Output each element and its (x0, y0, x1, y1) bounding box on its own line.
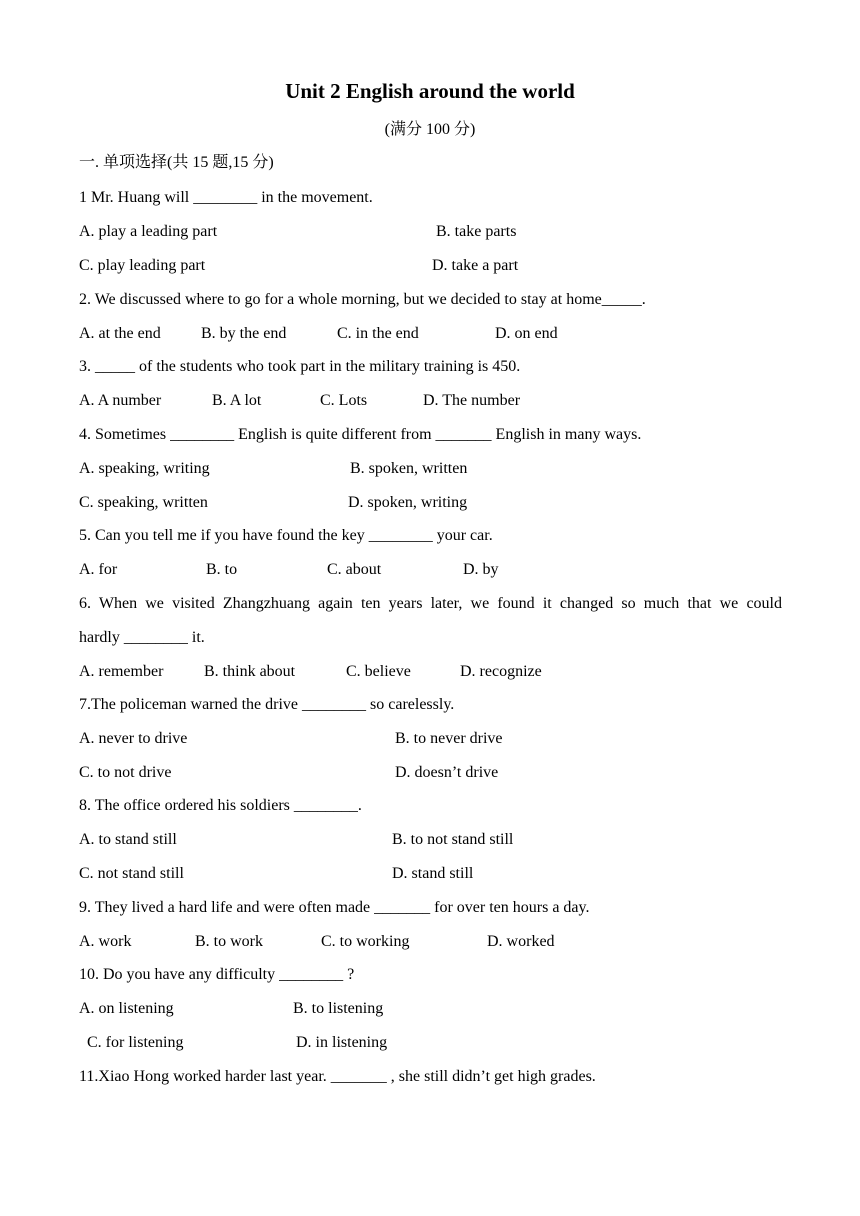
option-b: B. to work (195, 933, 263, 950)
option-a: A. remember (79, 663, 164, 680)
option-c: C. believe (346, 663, 411, 680)
option-b: B. A lot (212, 392, 262, 409)
option-b: B. to listening (293, 1000, 384, 1017)
question-stem: 1 Mr. Huang will ________ in the movement. (79, 189, 373, 206)
option-d: D. in listening (296, 1034, 388, 1051)
option-c: C. play leading part (79, 257, 206, 274)
page-subtitle: (满分 100 分) (384, 121, 476, 138)
option-b: B. by the end (201, 325, 287, 342)
question-stem: 6. When we visited Zhangzhuang again ten years later, we found it changed so much that we could (79, 595, 782, 612)
option-b: B. to (206, 561, 238, 578)
question-stem: 9. They lived a hard life and were often made _______ for over ten hours a day. (79, 899, 590, 916)
option-b: B. think about (204, 663, 296, 680)
page-title: Unit 2 English around the world (285, 79, 575, 103)
option-b: B. to never drive (395, 730, 503, 747)
option-a: A. at the end (79, 325, 161, 342)
option-b: B. to not stand still (392, 831, 514, 848)
question-stem: 7.The policeman warned the drive ________ so carelessly. (79, 696, 455, 713)
option-a: A. speaking, writing (79, 460, 210, 477)
option-a: A. to stand still (79, 831, 177, 848)
option-c: C. to not drive (79, 764, 172, 781)
option-d: D. The number (423, 392, 521, 409)
option-a: A. work (79, 933, 132, 950)
option-c: C. for listening (87, 1034, 184, 1051)
option-c: C. Lots (320, 392, 368, 409)
option-d: D. on end (495, 325, 558, 342)
option-c: C. to working (321, 933, 410, 950)
option-a: A. A number (79, 392, 162, 409)
option-c: C. in the end (337, 325, 419, 342)
option-a: A. never to drive (79, 730, 188, 747)
option-c: C. not stand still (79, 865, 184, 882)
option-d: D. recognize (460, 663, 542, 680)
option-a: A. on listening (79, 1000, 174, 1017)
question-stem-continued: hardly ________ it. (79, 629, 205, 646)
question-stem: 8. The office ordered his soldiers ________. (79, 797, 362, 814)
option-c: C. about (327, 561, 382, 578)
option-d: D. stand still (392, 865, 474, 882)
option-d: D. take a part (432, 257, 519, 274)
option-d: D. doesn’t drive (395, 764, 499, 781)
option-d: D. by (463, 561, 499, 578)
option-b: B. spoken, written (350, 460, 468, 477)
question-stem: 4. Sometimes ________ English is quite different from _______ English in many ways. (79, 426, 642, 443)
question-stem: 2. We discussed where to go for a whole morning, but we decided to stay at home_____. (79, 291, 646, 308)
option-b: B. take parts (436, 223, 517, 240)
question-stem: 5. Can you tell me if you have found the key ________ your car. (79, 527, 493, 544)
section-heading: 一. 单项选择(共 15 题,15 分) (79, 154, 274, 171)
option-c: C. speaking, written (79, 494, 208, 511)
question-stem: 10. Do you have any difficulty ________ ? (79, 966, 355, 983)
question-stem: 11.Xiao Hong worked harder last year. _______ , she still didn’t get high grades. (79, 1068, 596, 1085)
option-a: A. play a leading part (79, 223, 218, 240)
option-d: D. worked (487, 933, 555, 950)
option-d: D. spoken, writing (348, 494, 468, 511)
question-stem: 3. _____ of the students who took part in the military training is 450. (79, 358, 521, 375)
option-a: A. for (79, 561, 118, 578)
